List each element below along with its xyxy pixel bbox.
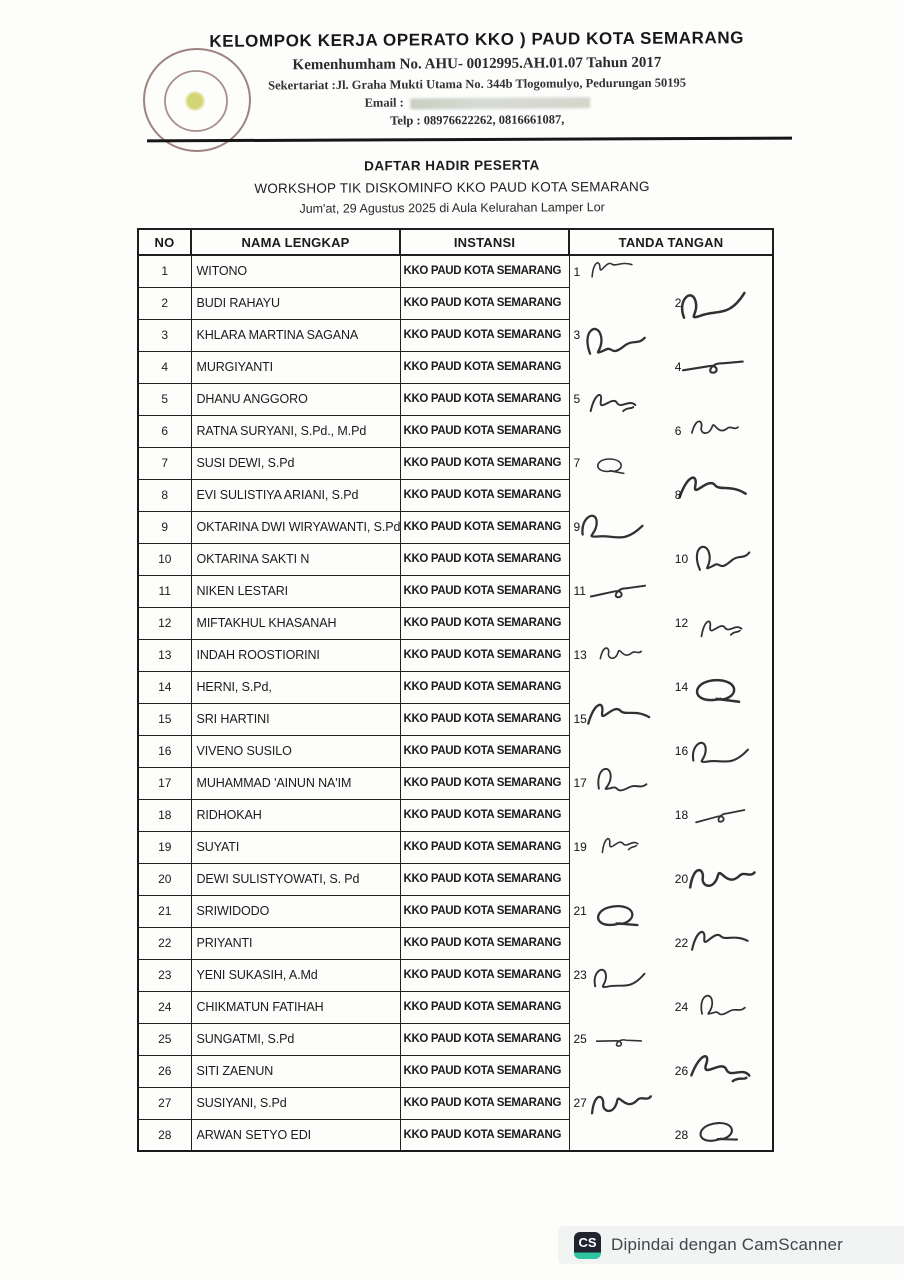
- row-number-cell: 17: [138, 767, 191, 799]
- table-row: [138, 895, 773, 927]
- attendance-table-header: [138, 229, 773, 255]
- signature: [675, 863, 750, 895]
- column-header-nama-lengkap: NAMA LENGKAP: [191, 229, 400, 255]
- table-row: [138, 1023, 773, 1055]
- signature-cell: [569, 1119, 773, 1151]
- organization-name: KELOMPOK KERJA OPERATO KKO ) PAUD KOTA SEMARANG: [209, 28, 745, 51]
- instansi-cell: KKO PAUD KOTA SEMARANG: [400, 287, 569, 319]
- row-number-cell: 15: [138, 703, 191, 735]
- table-row: [138, 575, 773, 607]
- instansi-cell: KKO PAUD KOTA SEMARANG: [400, 319, 569, 351]
- participant-name-cell: OKTARINA DWI WIRYAWANTI, S.Pd: [191, 511, 400, 543]
- signature-scribble: [588, 761, 653, 802]
- participant-name-cell: SITI ZAENUN: [191, 1055, 400, 1087]
- signature-scribble: [594, 1026, 646, 1058]
- table-row: [138, 863, 773, 895]
- instansi-cell: KKO PAUD KOTA SEMARANG: [400, 991, 569, 1023]
- participant-name-cell: MURGIYANTI: [191, 351, 400, 383]
- table-row: [138, 479, 773, 511]
- row-number-cell: 2: [138, 287, 191, 319]
- row-number-cell: 3: [138, 319, 191, 351]
- table-row: [138, 767, 773, 799]
- instansi-cell: KKO PAUD KOTA SEMARANG: [400, 1087, 569, 1119]
- signature-number: 6: [674, 424, 682, 438]
- instansi-cell: KKO PAUD KOTA SEMARANG: [400, 767, 569, 799]
- event-name: WORKSHOP TIK DISKOMINFO KKO PAUD KOTA SEMARANG: [254, 178, 650, 197]
- signature-cell: [569, 703, 773, 735]
- table-row: [138, 511, 773, 543]
- table-row: [138, 735, 773, 767]
- signature: [675, 351, 744, 383]
- signature-number: 12: [674, 616, 689, 630]
- signature: [675, 1119, 750, 1151]
- instansi-cell: KKO PAUD KOTA SEMARANG: [400, 511, 569, 543]
- signature-cell: [569, 351, 773, 383]
- instansi-cell: KKO PAUD KOTA SEMARANG: [400, 415, 569, 447]
- participant-name-cell: SUSIYANI, S.Pd: [191, 1087, 400, 1119]
- signature-number: 3: [573, 328, 581, 342]
- signature-number: 25: [573, 1032, 587, 1046]
- instansi-cell: KKO PAUD KOTA SEMARANG: [400, 671, 569, 703]
- signature-cell: [569, 543, 773, 575]
- row-number-cell: 21: [138, 895, 191, 927]
- row-number-cell: 1: [138, 255, 191, 287]
- signature-scribble: [686, 414, 742, 446]
- table-row: [138, 543, 773, 575]
- signature-number: 5: [573, 392, 581, 406]
- signature-number: 28: [674, 1128, 689, 1142]
- signature-cell: [569, 863, 773, 895]
- secretariat-address: Sekertariat :Jl. Graha Mukti Utama No. 344b Tlogomulyo, Pedurungan 50195: [268, 75, 687, 93]
- letterhead: [120, 28, 835, 131]
- row-number-cell: 24: [138, 991, 191, 1023]
- participant-name-cell: SRI HARTINI: [191, 703, 400, 735]
- signature: [675, 735, 750, 767]
- instansi-cell: KKO PAUD KOTA SEMARANG: [400, 927, 569, 959]
- row-number-cell: 26: [138, 1055, 191, 1087]
- signature: [574, 1023, 649, 1055]
- camscanner-icon: CS: [574, 1232, 601, 1259]
- signature: [675, 671, 750, 703]
- table-row: [138, 991, 773, 1023]
- signature: [574, 639, 649, 671]
- participant-name-cell: SUNGATMI, S.Pd: [191, 1023, 400, 1055]
- row-number-cell: 20: [138, 863, 191, 895]
- signature: [574, 831, 649, 863]
- signature-number: 18: [674, 808, 689, 822]
- participant-name-cell: MUHAMMAD 'AINUN NA'IM: [191, 767, 400, 799]
- row-number-cell: 9: [138, 511, 191, 543]
- participant-name-cell: OKTARINA SAKTI N: [191, 543, 400, 575]
- signature: [675, 1055, 750, 1087]
- camscanner-watermark-text: Dipindai dengan CamScanner: [611, 1235, 844, 1254]
- instansi-cell: KKO PAUD KOTA SEMARANG: [400, 447, 569, 479]
- table-row: [138, 831, 773, 863]
- signature-number: 22: [674, 936, 689, 950]
- instansi-cell: KKO PAUD KOTA SEMARANG: [400, 831, 569, 863]
- signature-cell: [569, 415, 773, 447]
- instansi-cell: KKO PAUD KOTA SEMARANG: [400, 479, 569, 511]
- row-number-cell: 19: [138, 831, 191, 863]
- signature-number: 9: [573, 520, 581, 534]
- signature: [574, 767, 649, 799]
- legal-registration-number: Kemenhumham No. AHU- 0012995.AH.01.07 Tahun 2017: [292, 54, 662, 74]
- signature: [574, 319, 643, 351]
- row-number-cell: 5: [138, 383, 191, 415]
- instansi-cell: KKO PAUD KOTA SEMARANG: [400, 863, 569, 895]
- email-label: Email :: [364, 95, 404, 110]
- signature-cell: [569, 383, 773, 415]
- row-number-cell: 28: [138, 1119, 191, 1151]
- email-line: [120, 93, 834, 113]
- row-number-cell: 18: [138, 799, 191, 831]
- table-row: [138, 383, 773, 415]
- table-row: [138, 607, 773, 639]
- signature-number: 1: [573, 265, 581, 279]
- signature-number: 20: [674, 872, 689, 886]
- signature: [675, 927, 750, 959]
- instansi-cell: KKO PAUD KOTA SEMARANG: [400, 607, 569, 639]
- table-row: [138, 255, 773, 287]
- participant-name-cell: WITONO: [191, 255, 400, 287]
- instansi-cell: KKO PAUD KOTA SEMARANG: [400, 351, 569, 383]
- table-row: [138, 351, 773, 383]
- table-row: [138, 319, 773, 351]
- table-row: [138, 799, 773, 831]
- table-row: [138, 703, 773, 735]
- table-row: [138, 1087, 773, 1119]
- row-number-cell: 13: [138, 639, 191, 671]
- row-number-cell: 6: [138, 415, 191, 447]
- participant-name-cell: NIKEN LESTARI: [191, 575, 400, 607]
- row-number-cell: 22: [138, 927, 191, 959]
- row-number-cell: 14: [138, 671, 191, 703]
- participant-name-cell: INDAH ROOSTIORINI: [191, 639, 400, 671]
- participant-name-cell: RIDHOKAH: [191, 799, 400, 831]
- column-header-instansi: INSTANSI: [400, 229, 569, 255]
- signature-number: 7: [573, 456, 581, 470]
- participant-name-cell: ARWAN SETYO EDI: [191, 1119, 400, 1151]
- signature: [675, 479, 744, 511]
- instansi-cell: KKO PAUD KOTA SEMARANG: [400, 1119, 569, 1151]
- participant-name-cell: DHANU ANGGORO: [191, 383, 400, 415]
- event-date-location: Jum'at, 29 Agustus 2025 di Aula Kelurahan Lamper Lor: [299, 200, 605, 216]
- signature-number: 16: [674, 744, 689, 758]
- instansi-cell: KKO PAUD KOTA SEMARANG: [400, 543, 569, 575]
- signature-scribble: [685, 534, 756, 579]
- signature-number: 13: [573, 648, 587, 662]
- signature-number: 26: [674, 1064, 689, 1078]
- signature-number: 2: [674, 296, 682, 310]
- table-row: [138, 1055, 773, 1087]
- table-row: [138, 959, 773, 991]
- signature: [574, 511, 643, 543]
- signature-number: 23: [573, 968, 587, 982]
- participant-name-cell: SUSI DEWI, S.Pd: [191, 447, 400, 479]
- instansi-cell: KKO PAUD KOTA SEMARANG: [400, 735, 569, 767]
- column-header-tanda-tangan: TANDA TANGAN: [569, 229, 773, 255]
- instansi-cell: KKO PAUD KOTA SEMARANG: [400, 703, 569, 735]
- instansi-cell: KKO PAUD KOTA SEMARANG: [400, 1023, 569, 1055]
- signature: [675, 415, 744, 447]
- signature-scribble: [587, 573, 651, 612]
- row-number-cell: 25: [138, 1023, 191, 1055]
- row-number-cell: 16: [138, 735, 191, 767]
- row-number-cell: 8: [138, 479, 191, 511]
- row-number-cell: 11: [138, 575, 191, 607]
- instansi-cell: KKO PAUD KOTA SEMARANG: [400, 959, 569, 991]
- participant-name-cell: EVI SULISTIYA ARIANI, S.Pd: [191, 479, 400, 511]
- table-row: [138, 1119, 773, 1151]
- signature: [574, 383, 643, 415]
- participant-name-cell: SUYATI: [191, 831, 400, 863]
- instansi-cell: KKO PAUD KOTA SEMARANG: [400, 255, 569, 287]
- signature-cell: [569, 1055, 773, 1087]
- signature-cell: [569, 959, 773, 991]
- instansi-cell: KKO PAUD KOTA SEMARANG: [400, 639, 569, 671]
- participant-name-cell: BUDI RAHAYU: [191, 287, 400, 319]
- signature-number: 27: [573, 1096, 587, 1110]
- signature-cell: [569, 767, 773, 799]
- signature-scribble: [594, 828, 646, 860]
- signature-cell: [569, 991, 773, 1023]
- signature: [574, 575, 648, 607]
- signature-cell: [569, 639, 773, 671]
- instansi-cell: KKO PAUD KOTA SEMARANG: [400, 383, 569, 415]
- signature-number: 17: [573, 776, 587, 790]
- document-title: DAFTAR HADIR PESERTA: [364, 157, 540, 174]
- instansi-cell: KKO PAUD KOTA SEMARANG: [400, 799, 569, 831]
- signature: [574, 703, 649, 735]
- signature-scribble: [587, 451, 638, 482]
- signature-cell: [569, 607, 773, 639]
- row-number-cell: 4: [138, 351, 191, 383]
- signature-scribble: [586, 252, 639, 286]
- signature-number: 14: [674, 680, 689, 694]
- attendance-rows: [138, 255, 773, 1151]
- signature-cell: [569, 287, 773, 319]
- signature-number: 21: [573, 904, 587, 918]
- participant-name-cell: VIVENO SUSILO: [191, 735, 400, 767]
- signature: [574, 1087, 649, 1119]
- table-row: [138, 927, 773, 959]
- signature-cell: [569, 799, 773, 831]
- camscanner-footer-bar: [558, 1226, 904, 1264]
- participant-name-cell: YENI SUKASIH, A.Md: [191, 959, 400, 991]
- participant-name-cell: KHLARA MARTINA SAGANA: [191, 319, 400, 351]
- row-number-cell: 23: [138, 959, 191, 991]
- signature-cell: [569, 319, 773, 351]
- signature: [574, 895, 649, 927]
- signature-cell: [569, 575, 773, 607]
- column-header-no: NO: [138, 229, 191, 255]
- instansi-cell: KKO PAUD KOTA SEMARANG: [400, 575, 569, 607]
- row-number-cell: 10: [138, 543, 191, 575]
- signature-number: 8: [674, 488, 682, 502]
- signature-number: 4: [674, 360, 682, 374]
- signature: [675, 607, 750, 639]
- signature-number: 10: [674, 552, 689, 566]
- email-redacted-smudge: [410, 97, 590, 109]
- signature: [675, 543, 750, 575]
- signature-scribble: [693, 989, 750, 1023]
- signature: [574, 447, 643, 479]
- participant-name-cell: SRIWIDODO: [191, 895, 400, 927]
- signature: [675, 287, 744, 319]
- signature-scribble: [686, 1111, 756, 1153]
- signature-scribble: [688, 925, 755, 962]
- signature: [675, 799, 750, 831]
- signature-cell: [569, 927, 773, 959]
- participant-name-cell: HERNI, S.Pd,: [191, 671, 400, 703]
- table-row: [138, 671, 773, 703]
- participant-name-cell: DEWI SULISTYOWATI, S. Pd: [191, 863, 400, 895]
- signature-scribble: [681, 347, 749, 386]
- row-number-cell: 12: [138, 607, 191, 639]
- signature-number: 15: [573, 712, 587, 726]
- signature-scribble: [583, 696, 657, 740]
- attendance-table: [137, 228, 774, 1152]
- signature-cell: [569, 895, 773, 927]
- participant-name-cell: RATNA SURYANI, S.Pd., M.Pd: [191, 415, 400, 447]
- table-row: [138, 287, 773, 319]
- signature-number: 19: [573, 840, 587, 854]
- participant-name-cell: MIFTAKHUL KHASANAH: [191, 607, 400, 639]
- signature-number: 11: [573, 584, 586, 598]
- signature: [675, 991, 750, 1023]
- participant-name-cell: PRIYANTI: [191, 927, 400, 959]
- instansi-cell: KKO PAUD KOTA SEMARANG: [400, 1055, 569, 1087]
- row-number-cell: 27: [138, 1087, 191, 1119]
- signature: [574, 959, 649, 991]
- signature-number: 24: [674, 1000, 689, 1014]
- table-row: [138, 415, 773, 447]
- table-row: [138, 639, 773, 671]
- row-number-cell: 7: [138, 447, 191, 479]
- signature: [574, 256, 643, 288]
- phone-line: Telp : 08976622262, 0816661087,: [390, 112, 565, 128]
- instansi-cell: KKO PAUD KOTA SEMARANG: [400, 895, 569, 927]
- document-title-block: [0, 156, 904, 218]
- signature-scribble: [595, 641, 645, 669]
- participant-name-cell: CHIKMATUN FATIHAH: [191, 991, 400, 1023]
